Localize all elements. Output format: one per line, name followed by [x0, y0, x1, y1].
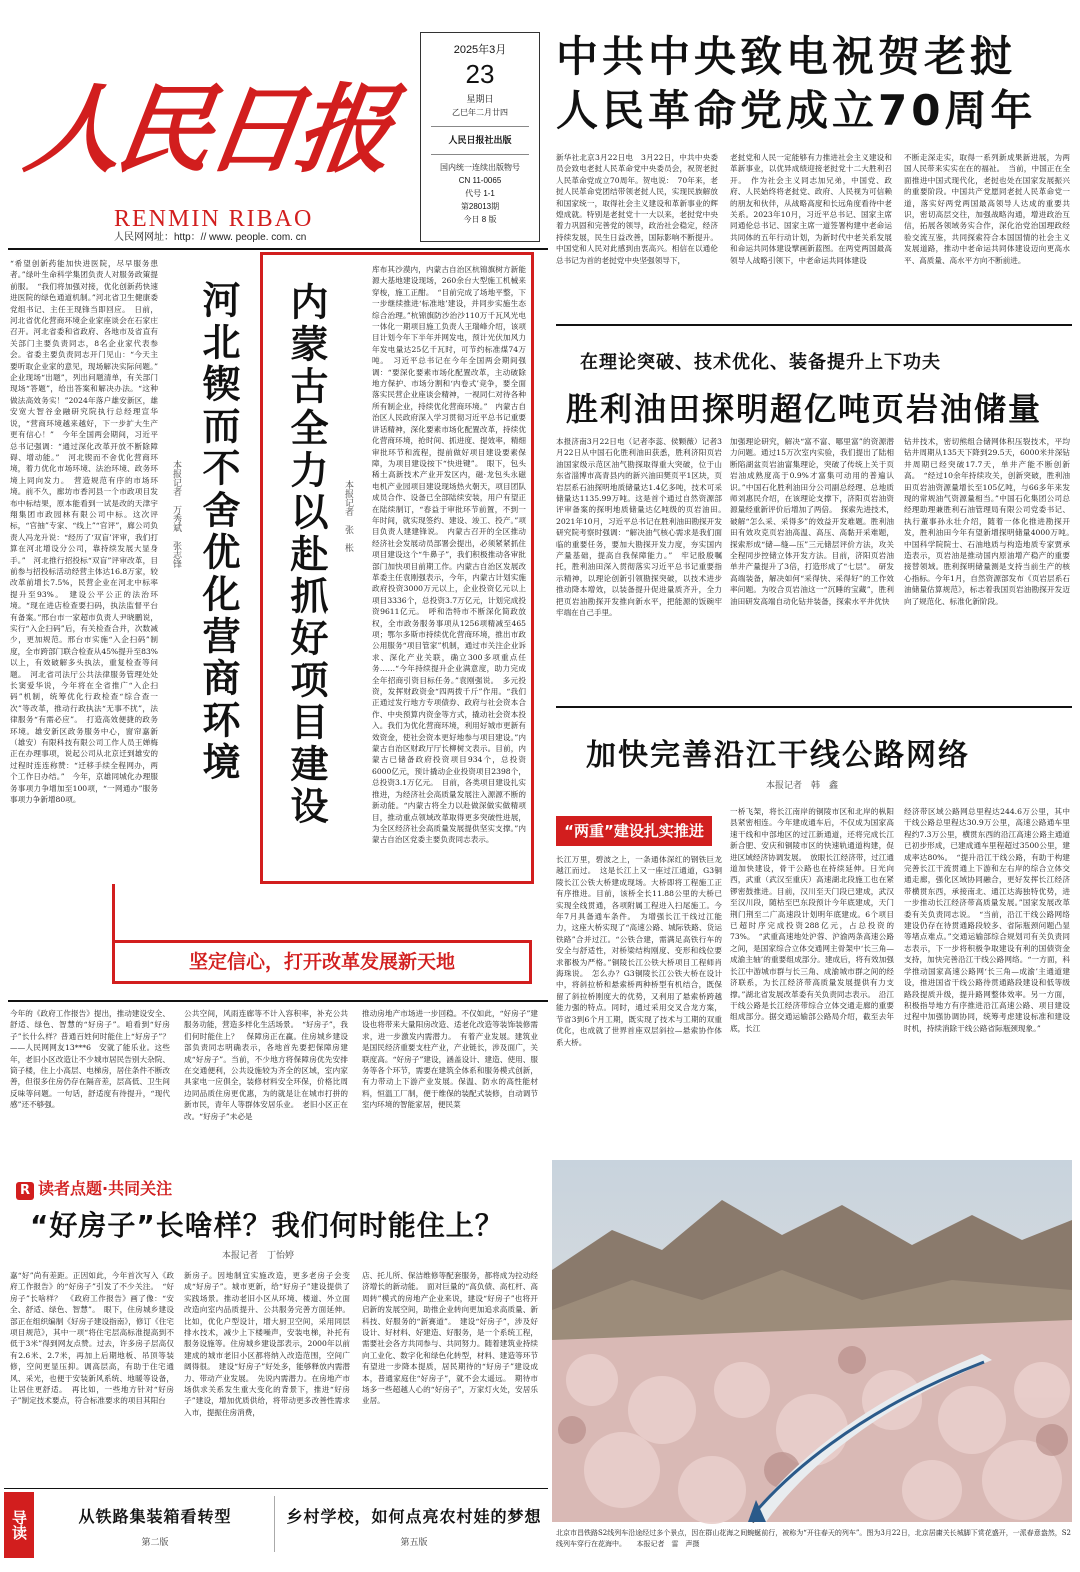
oilfield-headline[interactable]: 胜利油田探明超亿吨页岩油储量	[566, 390, 1043, 428]
reader-section	[16, 1176, 172, 1200]
oilfield-col1: 本报济南3月22日电（记者李蕊、侯颗薇）记者3月22日从中国石化胜利油田获悉，胜利济阳页岩油国家级示范区油气勘探取得重大突破，位于山东省淄博市高青县内的新兴油田樊页平1区块，页岩层系石油探明地质储量达1.4亿多吨，技术可采储量达1135.99万吨。这是首个通过自然资源部评审备案的探明地质储量达亿吨级的页岩油田。 2021年10月，习近平总书记在胜利油田勘探开发研究院考察时强调：“解决油气核心需求是我们面临的重要任务，要加大勘探开发力度，夯实国内产量基础，提高自我保障能力。” 牢记殷殷嘱托，胜利油田深入贯彻落实习近平总书记重要指示精神，以理论创新引领勘探突破，以技术进步推动降本增效，以装备提升促进量质齐升，全力把页岩油勘探开发推向新水平，把能源的饭碗牢牢端在自己手里。	[556, 437, 730, 618]
house-col2: 新房子。因地制宜实施改造，更多老房子会变成“好房子”。城市更新，给“好房子”建设提供了实践场景。推动老旧小区从环境、楼道、外立面改造向室内品质提升、公共服务完善方面延伸。比如，优化户型设计，增大厨卫空间，采用同层排水技术，减少上下楼噪声，安装电梯，补托有服务设施等。住房城乡建设部表示，2000年以前建成的城市老旧小区都将纳入改造范围，空间广阔得很。 建设“好房子”好处多，能够释放内需潜力、带动产业发展。 先说内需潜力。在房地产市场供求关系发生重大变化的背景下，推进“好房子”建设，增加优质供给，将带动更多改善性需求入市，提振住房消费，	[184, 1271, 350, 1417]
highway-col1: 长江万里，碧波之上，一条通体深红的钢铁巨龙越江而过。 这是长江上又一座过江通道，G3铜陵长江公铁大桥建成现场。大桥即将工程施工正有序推进。目前，该桥全长11.88公里的大桥已实现全线贯通，各项附属工程进入扫尾施工。今年7月具备通车条件。 为增强长江干线过江能力，这座大桥实现了“高速公路、城际铁路、货运铁路”合并过江。“公铁合建，需满足高铁行车的安全与舒适性，对桥梁结构刚度、变形和线位要求都极为严格。”铜陵长江公铁大桥项目工程师肖海珠说。 怎么办？G3铜陵长江公铁大桥在设计中，将斜拉桥和悬索桥两种桥型有机结合，既保留了斜拉桥刚度大的优势，又利用了悬索桥跨越能力强的特点。同时，通过采用交叉合龙方案，节省3到6个月工期，既实现了技术与工期的双重优化，也成就了世界首座双层斜拉—悬索协作体系大桥。	[556, 855, 722, 1047]
oilfield-kicker: 在理论突破、技术优化、装备提升上下功夫	[580, 352, 941, 373]
serial-code: CN 11-0065	[458, 176, 502, 185]
divider	[8, 1000, 548, 1002]
highway-col3: 经济带区域公路网总里程达244.6万公里，其中干线公路总里程达30.9万公里，高速公路通车里程约7.3万公里，横贯东西的沿江高速公路主通道已初步形成，已建成通车里程超过3500公里，建成率达80%。 “提升沿江干线公路，有助于构建完善长江干流贯通上下游和左右岸的综合立体交通走廊，强化区域协同融合，更好发挥长江经济带横贯东西，承接南北、通江达海独特优势，进一步推动长江经济带高质量发展。”国家发展改革委有关负责同志说。 “当前，沿江干线公路网络建设仍存在待贯通路段较多、省际瓶颈问题凸显等堵点难点。”交通运输部综合规划司有关负责同志表示，下一步将积极争取建设有利的国债资金支持，加快完善沿江干线公路网络。“一方面，科学推动国家高速公路网‘长三角—成渝’主通道建设，推进国省干线公路待贯通路段建设和低等级路段提质升级，提升路网整体效率。另一方面，积极指导地方有序推进沿江高速公路、项目建设过程中加强协调协同，统筹考虑建设标准和建设时机，持续消除干线公路省际瓶颈现象。”	[904, 807, 1070, 1033]
top-headline-line1[interactable]: 中共中央致电祝贺老挝	[556, 32, 1017, 81]
house-headline[interactable]: “好房子”长啥样？我们何时能住上？	[30, 1209, 504, 1242]
date-divider	[431, 154, 529, 155]
divider	[4, 1488, 548, 1489]
guide-item-railway[interactable]	[42, 1494, 268, 1554]
logo-text: 人民日报	[19, 73, 395, 186]
highway-col2: 一桥飞架，将长江南岸的铜陵市区和北岸的枞阳县紧密相连。今年建成通车后，不仅成为国家高速干线和中部地区的过江新通道，还将完成长江新合肥、安庆和铜陵市区的快速轨通道构建，促进区域经济协调发展。 放眼长江经济带，过江通道加快建设，骨干公路也在持续延伸。日光向西，武重（武汉至重庆）高速湖北段施工也在紧锣密鼓推进。目前，汉川至天门段已建成，武汉至汉川段，随枯至巴东段预计今年底建成，天门荆门荆至二广高速段计划明年底建成。6个项目已超时序完成投资288亿元，占总投资的73%。 “武重高速地处沪蓉、沪渝两条高速公路之间，是国家综合立体交通网主骨架中‘长三角—成渝主轴’的重要组成部分。建成后，将有效加强长江中游城市群与长三角、成渝城市群之间的经济联系，为长江经济带高质量发展提供有力支撑。”湖北省发展改革委有关负责同志表示。 沿江干线公路是长江经济带综合立体交通走廊的重要组成部分。据交通运输部公路局介绍，截至去年底，长江	[730, 807, 894, 1033]
date-day: 23	[465, 59, 495, 89]
date-weekday: 星期日	[466, 94, 494, 104]
divider	[8, 248, 548, 250]
red-connector	[112, 884, 115, 940]
divider	[556, 706, 1072, 708]
top-story-col2: 老挝党和人民一定能够有力推进社会主义建设和革新事业，以优异成绩迎接老挝党十二大胜利召开。 作为社会主义同志加兄弟，中国党、政府、人民始终将老挝党、政府、人民视为可信赖的朋友和伙伴，从战略高度和长远角度看待中老关系。2023年10月，习近平总书记、国家主席同通伦总书记、国家主席一道签署构建中老命运共同体的五年行动计划，为新时代中老关系发展和命运共同体建设擘画新蓝图。在两党两国最高领导人战略引领下，中老命运共同体建设	[730, 153, 892, 265]
postal-code: 代号 1-1	[465, 189, 495, 198]
issue-number: 第28013期	[460, 202, 500, 211]
hebei-headline[interactable]: 河北锲而不舍优化营商环境	[196, 280, 240, 784]
house-intro: 今年的《政府工作报告》提出，推动建设安全、舒适、绿色、智慧的“好房子”。咱看到“好房子”长什么样？普通百姓何时能住上“好房子”？ ——人民网网友13***6 安就了能乐业。这些年，老旧小区改造让不少城市居民告别大杂院、筒子楼，住上小高层、电梯房，居住条件不断改善，但很多住房仍存在隔音差，层高低、卫生间反味等问题。一句话，舒适度有待提升，“现代感”还不够强。	[10, 1009, 178, 1110]
divider	[274, 1496, 275, 1552]
logo-pinyin: RENMIN RIBAO	[114, 206, 314, 232]
masthead-logo	[14, 18, 414, 232]
date-divider	[431, 126, 529, 127]
oilfield-col2: 加强理论研究，解决“富不富、哪里富”的资源潜力问题。通过15万次室内实验，我们提出了陆相断陷湖盆页岩油富集理论，突破了传统上关于页岩油成熟度高于0.9%才富集可动用的普遍认识。”中国石化胜利油田分公司副总经理、总地质师刘惠民介绍，在该理论支撑下，济阳页岩油资源量经重新评价后增加了两倍。 探索先进技术，破解“怎么采、采得多”的效益开发难题。胜利油田有效攻克页岩油高温、高压、高黏开采难题，探索形成“储—缝—压”三元储层评价方法，攻关全程同步控储立体开发方法。目前，济阳页岩油单井产量提升了3倍，打造形成了“七层”。 研发高端装备，解决如何“采得快、采得好”的工作效率问题。为咬合页岩油这一“沉睡的宝藏”，胜利油田研发高端自动化钻井装备，探索水平井优快	[730, 437, 894, 606]
reader-section-label: 读者点题·共同关注	[38, 1179, 173, 1198]
house-byline: 本报记者 丁怡婷	[222, 1251, 295, 1261]
guide-item-title[interactable]: 从铁路集装箱看转型	[78, 1507, 232, 1526]
house-col-b: 推动房地产市场进一步回稳。不仅如此，“好房子”建设也将带来大量阳房改造、适老化改造等装饰装修需求，进一步激发内需潜力。 有着产业发展。建筑业是国民经济重要支柱产业，产业链长，涉及面广，关联度高。“好房子”建设，涵盖设计、建造、使用、服务等各个环节，需要在建筑全体系和服务模式创新，有力带动上下游产业发展。保温、防水的高性能材料，恒温工厂制，便于维保的装配式装修，自动调节室内环境的智能家居，便民菜	[362, 1009, 538, 1110]
top-headline-line2[interactable]: 人民革命党成立70周年	[556, 86, 1037, 135]
neimeng-label: 坚定信心，打开改革发展新天地	[112, 940, 532, 984]
date-year-month: 2025年3月	[453, 44, 507, 56]
serial-code-label: 国内统一连续出版物号	[440, 163, 520, 172]
publisher: 人民日报社出版	[448, 135, 512, 145]
guide-item-school[interactable]	[280, 1494, 548, 1554]
neimeng-byline: 本报记者 张 枨	[343, 480, 353, 552]
guide-label: 导读	[4, 1492, 34, 1558]
spring-train-photo	[552, 1160, 1072, 1522]
top-story-col3: 不断走深走实，取得一系列新成果新进展，为两国人民带来实实在在的福祉。 当前，中国正在全面推进中国式现代化，老挝也处在国家发展振兴的重要阶段。中国共产党愿同老挝人民革命党一道，落实好两党两国最高领导人达成的重要共识，密切高层交往，加强战略沟通，增进政治互信，拓展各领域务实合作，深化治党治国理政经验交流互鉴，共同探索符合本国国情的社会主义发展道路，推动中老命运共同体建设迈向更高水平、高质量、高水平方向不断前进。	[904, 153, 1070, 265]
neimeng-headline[interactable]: 内蒙古全力以赴抓好项目建设	[284, 282, 328, 828]
photo-illustration	[552, 1160, 1072, 1522]
reader-section-badge: R	[16, 1182, 34, 1200]
hebei-body: “希望创新药能加快进医院，尽早服务患者。”绿叶生命科学集团负责人对服务政策提前服。 “我们将加强对接，优化创新药快速进医院的绿色通道机制。”河北省卫生健康委党组书记、主任王现锋当即回应。 日前，河北省优化营商环境企业家座谈会在石家庄召开。河北省委和省政府、各地市及省直有关部门主要负责同志，8名企业家代表参会。省委主要负责同志开门见山：“今天主要听取企业家的意见，现场解决实际问题。” 企业现场“出题”，列出问题清单，有关部门现场“答题”，给出答案和解决办法。“这种做法高效务实！”2024年落户雄安新区，雄安宽大智谷金融研究院执行总经理宣华说，“营商环境越来越好，下一步扩大生产更有信心！” 今年全国两会期间，习近平总书记强调：“通过深化改革开放不断除障碍、增动能。” 河北锲而不舍优化营商环境，着力优化市场环境、法治环境、政务环境上同向发力。 营造规范有序的市场环境。前不久，廊坊市香河县一个市政项目发布中标结果，原本能看到一试是改的天津宇翔集团市政园林有限公司中标。这次评标，“官抽”专家、“线上”“官评”，廊公司负责人冯龙升说：“经历了‘双盲’评审，我们打算在河北增设分公司，靠持续发展大显身手。” 河北推行招投标“双盲”评审改革，目前参与招投标活动经营主体达16.8万家，较改革前增长7.5%，民营企业在河北中标率提升至93%。 建设公平公正的法治环境。“现在进店检查要扫码，执法监督平台有备案。”邢台市一家超市负责人尹晓鹏说，实行“入企扫码”后，有关检查合并，次数减少，更加规范。邢台市实施“入企扫码”制度，全市跨部门联合检查从45%提升至83%以上，有效破解多头执法，重复检查等问题。 河北省司法厅公共法律服务管理处处长窦爱华说，今年将在全省推广“入企扫码”机制，统筹优化行政检查“综合查一次”等改革，推动行政执法“无事不扰”，法律服务“有需必应”。 打造高效便捷的政务环境。雄安新区政务服务中心，窗帘嘉新（雄安）有限科技有限公司工作人员王婵梅正在办理事项，说起公司从北京迁到雄安的过程时连连称赞：“迁移手续全程网办，两个工作日办结。” 今年，京雄同城化办理服务事项力争增加至100项，“一网通办”服务事项力争新增80项。	[10, 259, 166, 805]
divider	[556, 324, 1072, 326]
highway-byline: 本报记者 韩 鑫	[766, 781, 839, 791]
guide-item-title[interactable]: 乡村学校，如何点亮农村娃的梦想	[286, 1507, 542, 1526]
neimeng-body-top: 库布其沙漠内，内蒙古自治区杭锦旗树方新能源大基地建设现场，260余台大型施工机械来穿梭，施工正酣。 “目前完成了场地平整，下一步继续推进‘标准地’建设，并同步实施生态综合治理。”杭锦旗防沙治沙110万千瓦风光电一体化一期项目施工负责人王瑞峰介绍，该项目计划今年下半年并网发电，预计光伏加风力年发电量达25亿千瓦时，可节约标准煤74万吨。 习近平总书记在今年全国两会期间强调：“要深化要素市场化配置改革，主动破除地方保护、市场分割和‘内卷式’竞争，要全面落实民营企业座谈会精神，一视同仁对待各种所有制企业，持续优化营商环境。” 内蒙古自治区人民政府深入学习贯彻习近平总书记重要讲话精神，深化要素市场化配置改革，持续优化营商环境，抢时间、抓进度、提效率，精细审批环节和流程，提前做好项目建设要素保障，为项目建设按下“快进键”。 眼下，包头稀土高新技术产业开发区内，磁·龙包头永磁电机产业园项目建设现场热火朝天，项目团队成员合作、设备已全部陆续安装，用户有望正在陆续制订，“春益于审批环节前置，不到一年时间，就实现签约、建设、竣工、投产。”项目负责人建建锋说。 内蒙古召开的全区推动经济社会发展动员部署会提出，必须紧紧抓住项目建设这个“牛鼻子”，我们积极推动各审批部门加快项目前期工作。内蒙古自治区发展改革委主任袁刚强表示，今年，内蒙古计划实施政府投资3000万元以上，企业投资亿元以上项目3336个，总投资3.7万亿元，计划完成投资9611亿元。 呼和浩特市不断深化简政放权，全市政务服务事项从1256项精减至465项；鄂尔多斯市持续优化营商环境，推出市政公用服务“项目管家”机制，通过市关注企业诉求、深化产业关联，确立300多项重点任务……“今年持续提升企业满意度，助力完成全年招商引资目标任务。”袁刚强说。 多元投资，发挥财政资金“四两拨千斤”作用。“我们正通过发行地方专项债券、政府与社会资本合作、中央预算内资金等方式，撬动社会资本投入。我们为优化营商环境，利用好城市更新有效资金，使社会资本更好地参与项目建设。”内蒙古自治区财政厅厅长柳树文表示。目前，内蒙古已储备政府投资项目934个，总投资6000亿元，预计撬动企业投资项目2398个，总投资3.1万亿元。 目前，各类项目建设扎实推进，为经济社会高质量发展注入源源不断的新动能。“内蒙古将全力以赴做深做实做精项目，推动重点领域改革取得更多突破性进展，为全区经济社会高质量发展提供坚实支撑。”内蒙古自治区党委主要负责同志表示。	[372, 265, 526, 845]
site-url[interactable]: 人民网网址：http：// www. people. com. cn	[114, 232, 307, 243]
top-story-col1: 新华社北京3月22日电 3月22日，中共中央委员会致电老挝人民革命党中央委员会，祝贺老挝人民革命党成立70周年。贺电说： 70年来，老挝人民革命党团结带领老挝人民，实现民族解放和国家统一，取得社会主义建设和革新事业的辉煌成就。特别是老挝党十一大以来，老挝党中央着力巩固和完善党的领导，政治社会稳定，经济持续发展，民生日益改善，国际影响不断提升。中国党和人民对此感到由衷高兴。相信在以通伦总书记为首的老挝党中央坚强领导下，	[556, 153, 718, 265]
highway-tag: “两重”建设扎实推进	[556, 816, 712, 846]
date-box	[420, 32, 540, 242]
hebei-byline: 本报记者 万秀斌 张志锋	[171, 460, 181, 568]
photo-caption: 北京市昌铁路S2线列车沿途经过多个景点，因在群山花海之间蜿蜒前行，被称为“开往春天的列车”。图为3月22日，北京居庸关长城脚下赏花盛开，一派春意盎然，S2线列车穿行在花海中。 本报记者 雷 声摄	[556, 1529, 1072, 1548]
date-lunar: 乙巳年二月廿四	[452, 108, 508, 117]
top-headline[interactable]	[556, 30, 1072, 138]
oilfield-col3: 钻井技术，密切熊组合储网体积压裂技术，平均钻井周期从135天下降到29.5天，6000米井深钻井周期已经突破17.7天，单井产能不断创新高。 “经过10余年持续攻关，创新突破，胜利油田页岩油资源量增长至105亿吨，与66多年来发现的常规油气资源量相当。”中国石化集团公司总经理助理兼胜利石油管理局有限公司党委书记、执行董事孙永壮介绍，随着一体化推进勘探开发，胜利油田今年有望新增探明储量4000万吨。 中国科学院院士、石油地质与构造地质专家贾承造表示，页岩油是推动国内原油增产稳产的重要接替领域。胜利探明储量测是支持当前生产的核心指标。今年1月，自然资源部发布《页岩层系石油储量估算规范》，标志着我国页岩油勘探开发迈向了规范化、标准化新阶段。	[904, 437, 1078, 606]
guide-item-page: 第五版	[400, 1538, 428, 1548]
house-col1: 嘉“好”尚有差距。正因如此，今年首次写入《政府工作报告》的“好房子”引发了不少关注。 “好房子”长啥样？ 《政府工作报告》画了像：“安全、舒适、绿色、智慧”。 眼下，住房城乡建设部正在组织编制《好房子建设指南》，修订《住宅项目规范》，其中一项“将住宅层高标准提高到不低于3米”得到网友点赞。过去，许多房子层高仅有2.6米、2.7米，再加上后期地板、吊顶等装修，空间更显压抑。调高层高，有助于住宅通风、采光，也便于安装新风系统、地暖等设备，让居住更舒适。 再比如，一些地方针对“好房子”制定技术要点，符合标准要求的项目其阳台	[10, 1271, 174, 1406]
house-col-a: 公共空间，风雨连廊等不计入容积率，补充公共服务功能，营造多样化生活场景。 “好房子”，我们何时能住上？ 保障房正在赢。住房城乡建设部负责同志明确表示，各地首先要把保障房建成“好房子”。当前，不少地方将保障房优先安排在交通便利，公共设施较为齐全的区域，室内家具家电一应俱全，装修材料安全环保，价格比周边同品质住房更优惠，为的就是让在城市打拼的新市民，青年人等群体安居乐业。 老旧小区正在改。“好房子”未必是	[184, 1009, 348, 1121]
house-col3: 店、托儿所、保洁维修等配套服务，都将成为拉动经济增长的新动能。 面对巨量的“高负债、高杠杆、高周转”模式的房地产企业来说，建设“好房子”也将开启新的发展空间，助推企业转向更加追求高质量、新科技、好服务的“新赛道”。 建设“好房子”，涉及好设计、好材料、好建造、好服务，是一个系统工程，需要社会各方共同参与、共同努力。随着建筑业持续向工业化、数字化和绿色化转型，材料、建造等环节有望进一步降本提质，居民期待的“好房子”建设成本，普通家庭住“好房子”，就不会太遥远。 期待市场多一些超越人心的“好房子”，万家灯火处，安居乐业居。	[362, 1271, 538, 1406]
guide-item-page: 第二版	[141, 1538, 169, 1548]
highway-headline[interactable]: 加快完善沿江干线公路网络	[586, 738, 970, 773]
page-count: 今日 8 版	[463, 215, 497, 224]
